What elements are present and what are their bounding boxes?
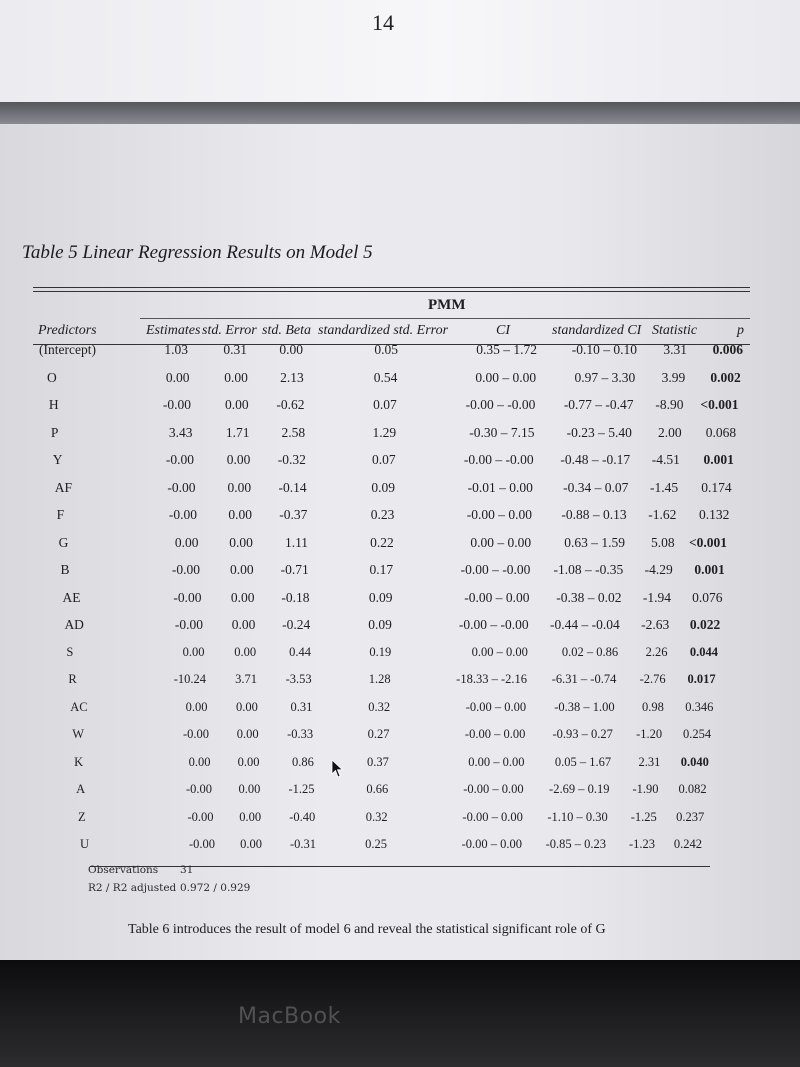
estimate-cell: -0.00 bbox=[167, 479, 196, 495]
statistic-cell: -1.62 bbox=[648, 507, 677, 522]
std-beta-cell: -0.32 bbox=[277, 452, 306, 467]
col-header-std-beta: std. Beta bbox=[262, 323, 311, 338]
standardized-ci-cell: -0.44 – -0.04 bbox=[550, 617, 620, 632]
std-error-cell: 0.00 bbox=[236, 727, 259, 741]
p-value-cell: 0.017 bbox=[687, 672, 716, 686]
standardized-std-error-cell: 0.54 bbox=[373, 369, 398, 385]
col-header-std-error: std. Error bbox=[202, 323, 257, 338]
standardized-std-error-cell: 0.07 bbox=[373, 397, 397, 412]
standardized-ci-cell: -0.93 – 0.27 bbox=[552, 727, 613, 741]
standardized-ci-cell: 0.63 – 1.59 bbox=[564, 534, 625, 550]
std-error-cell: 0.00 bbox=[227, 479, 252, 495]
statistic-cell: -1.25 bbox=[630, 809, 657, 824]
std-beta-cell: 0.31 bbox=[290, 699, 313, 714]
p-value-cell: 0.001 bbox=[694, 562, 725, 577]
statistic-cell: 3.99 bbox=[661, 369, 686, 385]
col-header-predictors: Predictors bbox=[38, 323, 97, 338]
ci-cell: 0.00 – 0.00 bbox=[468, 754, 525, 769]
p-value-cell: 0.076 bbox=[692, 589, 723, 605]
ci-cell: -0.00 – 0.00 bbox=[461, 837, 522, 851]
estimate-cell: 0.00 bbox=[188, 754, 211, 769]
statistic-cell: -2.63 bbox=[641, 617, 670, 632]
model-header-rule bbox=[140, 318, 750, 319]
ci-cell: -0.00 – 0.00 bbox=[465, 699, 527, 714]
std-beta-cell: 2.13 bbox=[280, 369, 304, 385]
ci-cell: 0.00 – 0.00 bbox=[471, 644, 528, 659]
ci-cell: -0.00 – 0.00 bbox=[463, 782, 524, 796]
estimate-cell: -0.00 bbox=[171, 562, 200, 577]
predictor-cell: U bbox=[80, 837, 90, 851]
standardized-std-error-cell: 0.66 bbox=[366, 782, 389, 796]
standardized-std-error-cell: 0.23 bbox=[370, 507, 395, 522]
ci-cell: -0.30 – 7.15 bbox=[469, 424, 535, 440]
p-value-cell: 0.346 bbox=[685, 699, 714, 714]
standardized-ci-cell: 0.05 – 1.67 bbox=[554, 754, 612, 769]
col-header-standardized-std-error: standardized std. Error bbox=[318, 323, 449, 338]
previous-page bbox=[0, 0, 800, 102]
standardized-ci-cell: -2.69 – 0.19 bbox=[549, 782, 610, 796]
std-error-cell: 0.00 bbox=[237, 754, 260, 769]
r2-value: 0.972 / 0.929 bbox=[180, 882, 251, 894]
estimate-cell: -0.00 bbox=[185, 782, 212, 796]
statistic-cell: -2.76 bbox=[639, 672, 666, 686]
estimate-cell: 0.00 bbox=[182, 644, 205, 659]
page-separator bbox=[0, 102, 800, 124]
standardized-ci-cell: -0.34 – 0.07 bbox=[563, 479, 629, 495]
std-error-cell: 0.00 bbox=[229, 534, 253, 550]
col-header-statistic: Statistic bbox=[652, 323, 698, 338]
standardized-ci-cell: 0.02 – 0.86 bbox=[561, 644, 619, 659]
ci-cell: -0.00 – 0.00 bbox=[462, 809, 523, 824]
predictor-cell: AE bbox=[62, 589, 81, 605]
std-error-cell: 0.00 bbox=[239, 809, 262, 824]
std-beta-cell: -0.24 bbox=[282, 617, 311, 632]
p-value-cell: <0.001 bbox=[688, 534, 728, 550]
standardized-ci-cell: -0.77 – -0.47 bbox=[563, 397, 634, 412]
col-header-standardized-ci: standardized CI bbox=[552, 323, 642, 338]
ci-cell: -0.00 – -0.00 bbox=[463, 452, 534, 467]
std-error-cell: 0.00 bbox=[231, 617, 256, 632]
estimate-cell: -0.00 bbox=[165, 452, 194, 467]
standardized-ci-cell: 0.97 – 3.30 bbox=[574, 369, 636, 385]
estimate-cell: -0.00 bbox=[182, 727, 209, 741]
std-error-cell: 3.71 bbox=[235, 672, 257, 686]
std-error-cell: 0.00 bbox=[240, 837, 262, 851]
standardized-std-error-cell: 0.17 bbox=[369, 562, 394, 577]
col-header-estimates: Estimates bbox=[146, 323, 201, 338]
std-error-cell: 0.00 bbox=[238, 782, 261, 796]
statistic-cell: -4.29 bbox=[644, 562, 673, 577]
predictor-cell: AD bbox=[64, 617, 84, 632]
std-error-cell: 0.00 bbox=[228, 507, 252, 522]
standardized-ci-cell: -0.38 – 1.00 bbox=[554, 699, 615, 714]
std-error-cell: 0.00 bbox=[235, 699, 258, 714]
std-beta-cell: -0.37 bbox=[279, 507, 308, 522]
p-value-cell: 0.082 bbox=[678, 782, 707, 796]
std-beta-cell: -0.18 bbox=[281, 589, 310, 605]
p-value-cell: 0.242 bbox=[673, 837, 702, 851]
std-beta-cell: -3.53 bbox=[285, 672, 312, 686]
col-header-p: p bbox=[737, 323, 744, 338]
standardized-ci-cell: -1.10 – 0.30 bbox=[547, 809, 608, 824]
ci-cell: 0.00 – 0.00 bbox=[470, 534, 532, 550]
standardized-ci-cell: -0.85 – 0.23 bbox=[545, 837, 606, 851]
statistic-cell: 5.08 bbox=[650, 534, 675, 550]
std-beta-cell: -0.62 bbox=[276, 397, 305, 412]
standardized-ci-cell: -0.48 – -0.17 bbox=[560, 452, 631, 467]
table-title: Table 5 Linear Regression Results on Model 5 bbox=[22, 242, 373, 263]
p-value-cell: 0.068 bbox=[705, 424, 737, 440]
table-top-rule-double bbox=[33, 291, 750, 292]
std-beta-cell: -0.33 bbox=[287, 727, 314, 741]
statistic-cell: -8.90 bbox=[655, 397, 684, 412]
ci-cell: -18.33 – -2.16 bbox=[456, 672, 527, 686]
predictor-cell: AC bbox=[70, 699, 88, 714]
statistic-cell: -1.94 bbox=[642, 589, 671, 605]
estimate-cell: 0.00 bbox=[174, 534, 199, 550]
estimate-cell: -0.00 bbox=[168, 507, 197, 522]
p-value-cell: 0.254 bbox=[683, 727, 712, 741]
mouse-cursor-icon bbox=[331, 759, 345, 779]
statistic-cell: -1.20 bbox=[636, 727, 663, 741]
estimate-cell: -10.24 bbox=[173, 672, 206, 686]
ci-cell: -0.00 – -0.00 bbox=[465, 397, 536, 412]
statistic-cell: -4.51 bbox=[651, 452, 680, 467]
standardized-ci-cell: -0.23 – 5.40 bbox=[566, 424, 632, 440]
p-value-cell: 0.006 bbox=[712, 342, 743, 357]
standardized-ci-cell: -0.88 – 0.13 bbox=[561, 507, 627, 522]
standardized-std-error-cell: 0.09 bbox=[371, 479, 395, 495]
statistic-cell: -1.23 bbox=[628, 837, 655, 851]
standardized-ci-cell: -6.31 – -0.74 bbox=[551, 672, 617, 686]
estimate-cell: -0.00 bbox=[174, 617, 203, 632]
std-error-cell: 0.00 bbox=[234, 644, 257, 659]
p-value-cell: 0.132 bbox=[698, 507, 730, 522]
ci-cell: 0.35 – 1.72 bbox=[476, 342, 537, 357]
r2-label: R2 / R2 adjusted bbox=[88, 882, 177, 894]
std-beta-cell: -0.71 bbox=[280, 562, 309, 577]
ci-cell: -0.00 – 0.00 bbox=[464, 589, 530, 605]
observations-label: Observations bbox=[88, 864, 159, 876]
predictor-cell: P bbox=[50, 424, 59, 440]
body-paragraph: Table 6 introduces the result of model 6 and reveal the statistical significant role of G bbox=[128, 922, 606, 937]
estimate-cell: -0.00 bbox=[188, 837, 215, 851]
ci-cell: 0.00 – 0.00 bbox=[475, 369, 537, 385]
statistic-cell: 2.31 bbox=[638, 754, 661, 769]
estimate-cell: 0.00 bbox=[185, 699, 208, 714]
estimate-cell: -0.00 bbox=[173, 589, 202, 605]
std-error-cell: 0.00 bbox=[230, 562, 254, 577]
predictor-cell: AF bbox=[54, 479, 72, 495]
laptop-bezel bbox=[0, 960, 800, 1067]
estimate-cell: 3.43 bbox=[168, 424, 193, 440]
standardized-std-error-cell: 1.29 bbox=[372, 424, 397, 440]
predictor-cell: Y bbox=[52, 452, 63, 467]
std-beta-cell: -1.25 bbox=[288, 782, 315, 796]
std-beta-cell: 2.58 bbox=[281, 424, 306, 440]
std-error-cell: 0.00 bbox=[225, 397, 249, 412]
estimate-cell: -0.00 bbox=[187, 809, 214, 824]
p-value-cell: 0.044 bbox=[689, 644, 718, 659]
standardized-ci-cell: -1.08 – -0.35 bbox=[553, 562, 624, 577]
predictor-cell: G bbox=[58, 534, 69, 550]
statistic-cell: 3.31 bbox=[663, 342, 687, 357]
model-header: PMM bbox=[428, 297, 466, 313]
ci-cell: -0.00 – 0.00 bbox=[464, 727, 526, 741]
estimate-cell: 0.00 bbox=[165, 369, 190, 385]
standardized-std-error-cell: 0.09 bbox=[368, 589, 393, 605]
standardized-ci-cell: -0.10 – 0.10 bbox=[571, 342, 637, 357]
p-value-cell: 0.002 bbox=[710, 369, 741, 385]
predictor-cell: Z bbox=[78, 809, 86, 824]
ci-cell: -0.00 – -0.00 bbox=[460, 562, 531, 577]
standardized-std-error-cell: 0.19 bbox=[369, 644, 392, 659]
standardized-std-error-cell: 0.32 bbox=[365, 809, 388, 824]
estimate-cell: -0.00 bbox=[162, 397, 191, 412]
std-beta-cell: -0.14 bbox=[278, 479, 307, 495]
ci-cell: -0.00 – 0.00 bbox=[466, 507, 532, 522]
standardized-std-error-cell: 0.32 bbox=[368, 699, 391, 714]
statistic-cell: -1.45 bbox=[650, 479, 679, 495]
estimate-cell: 1.03 bbox=[164, 342, 188, 357]
std-beta-cell: 0.00 bbox=[279, 342, 303, 357]
predictor-cell: F bbox=[56, 507, 65, 522]
standardized-std-error-cell: 0.05 bbox=[374, 342, 398, 357]
std-error-cell: 1.71 bbox=[225, 424, 250, 440]
predictor-cell: H bbox=[48, 397, 59, 412]
std-error-cell: 0.00 bbox=[226, 452, 251, 467]
page-number: 14 bbox=[372, 10, 394, 35]
std-beta-cell: 1.11 bbox=[284, 534, 309, 550]
predictor-cell: O bbox=[46, 369, 57, 385]
std-beta-cell: 0.86 bbox=[291, 754, 314, 769]
predictor-cell: W bbox=[72, 727, 85, 741]
p-value-cell: 0.237 bbox=[676, 809, 705, 824]
std-error-cell: 0.00 bbox=[224, 369, 248, 385]
p-value-cell: 0.022 bbox=[689, 617, 721, 632]
std-error-cell: 0.31 bbox=[223, 342, 247, 357]
standardized-std-error-cell: 1.28 bbox=[368, 672, 391, 686]
standardized-std-error-cell: 0.07 bbox=[371, 452, 396, 467]
predictor-cell: R bbox=[68, 672, 77, 686]
statistic-cell: -1.90 bbox=[632, 782, 659, 796]
predictor-cell: S bbox=[66, 644, 74, 659]
standardized-std-error-cell: 0.09 bbox=[368, 617, 392, 632]
standardized-std-error-cell: 0.25 bbox=[365, 837, 387, 851]
macbook-logo-text: MacBook bbox=[238, 1004, 341, 1029]
standardized-ci-cell: -0.38 – 0.02 bbox=[556, 589, 622, 605]
col-header-ci: CI bbox=[496, 323, 510, 338]
p-value-cell: <0.001 bbox=[700, 397, 739, 412]
std-error-cell: 0.00 bbox=[230, 589, 255, 605]
ci-cell: -0.00 – -0.00 bbox=[458, 617, 529, 632]
standardized-std-error-cell: 0.22 bbox=[370, 534, 394, 550]
statistic-cell: 2.00 bbox=[658, 424, 682, 440]
predictor-cell: A bbox=[76, 782, 86, 796]
statistic-cell: 0.98 bbox=[642, 699, 664, 714]
std-beta-cell: -0.31 bbox=[289, 837, 316, 851]
p-value-cell: 0.001 bbox=[703, 452, 734, 467]
table-top-rule bbox=[33, 287, 750, 288]
standardized-std-error-cell: 0.27 bbox=[367, 727, 390, 741]
predictor-cell: B bbox=[60, 562, 70, 577]
predictor-cell: K bbox=[74, 754, 84, 769]
std-beta-cell: -0.40 bbox=[289, 809, 316, 824]
ci-cell: -0.01 – 0.00 bbox=[467, 479, 533, 495]
predictor-cell: (Intercept) bbox=[39, 342, 96, 357]
std-beta-cell: 0.44 bbox=[289, 644, 311, 659]
statistic-cell: 2.26 bbox=[645, 644, 668, 659]
p-value-cell: 0.174 bbox=[701, 479, 732, 495]
p-value-cell: 0.040 bbox=[680, 754, 709, 769]
observations-value: 31 bbox=[180, 864, 194, 876]
standardized-std-error-cell: 0.37 bbox=[366, 754, 389, 769]
